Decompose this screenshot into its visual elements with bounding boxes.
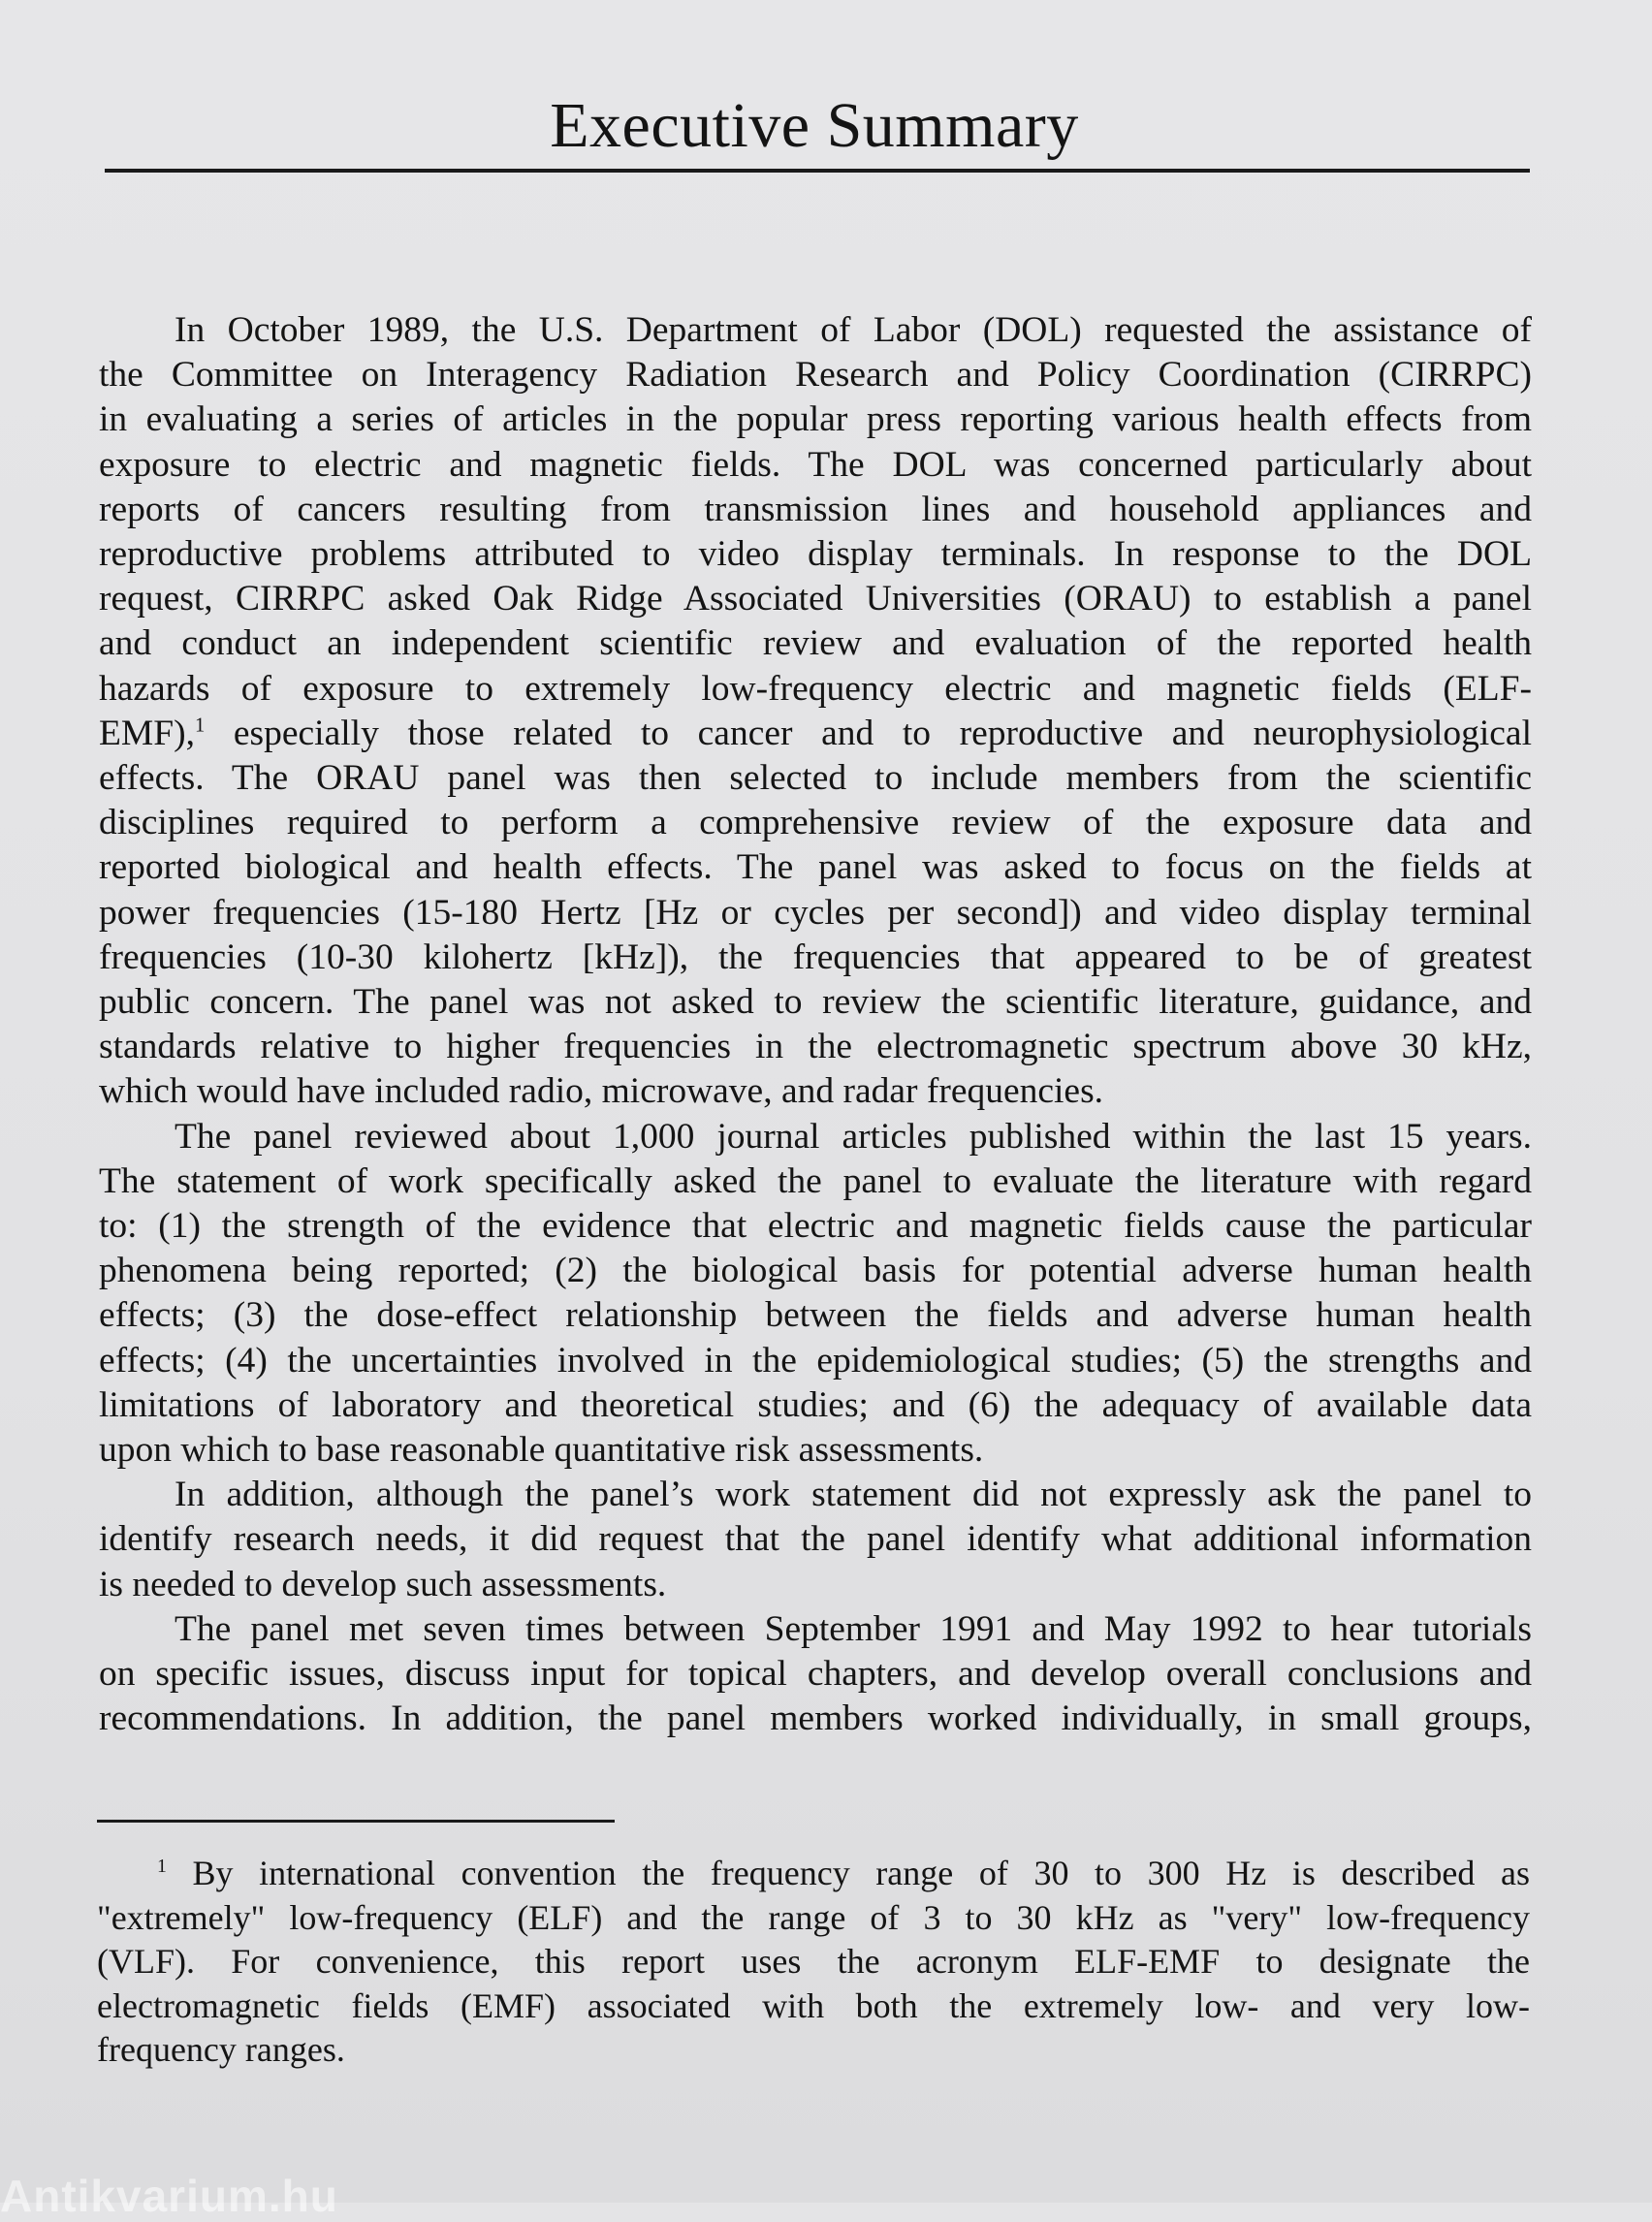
footnote-line: frequency ranges. bbox=[97, 2030, 345, 2069]
body-line: disciplines required to perform a comprehensive review of the exposure data and bbox=[99, 803, 1532, 843]
body-line: upon which to base reasonable quantitative risk assessments. bbox=[99, 1430, 984, 1471]
body-line-rest: especially those related to cancer and to reproductive and neurophysiological bbox=[205, 713, 1532, 753]
body-line: limitations of laboratory and theoretical studies; and (6) the adequacy of available data bbox=[99, 1384, 1532, 1425]
body-line: reports of cancers resulting from transmission lines and household appliances and bbox=[99, 489, 1532, 529]
title-rule bbox=[105, 169, 1530, 173]
body-line: effects; (4) the uncertainties involved in the epidemiological studies; (5) the strengths and bbox=[99, 1340, 1532, 1381]
body-line: request, CIRRPC asked Oak Ridge Associated Universities (ORAU) to establish a panel bbox=[99, 579, 1532, 619]
body-line: on specific issues, discuss input for topical chapters, and develop overall conclusions and bbox=[99, 1654, 1532, 1695]
footnote-line: "extremely" low-frequency (ELF) and the range of 3 to 30 kHz as "very" low-frequency bbox=[97, 1897, 1530, 1937]
body-line: the Committee on Interagency Radiation Research and Policy Coordination (CIRRPC) bbox=[99, 355, 1532, 396]
footnote-rule bbox=[97, 1820, 615, 1823]
body-line: phenomena being reported; (2) the biological basis for potential adverse human health bbox=[99, 1251, 1532, 1291]
body-line: power frequencies (15-180 Hertz [Hz or cycles per second]) and video display terminal bbox=[99, 892, 1532, 933]
body-line: effects. The ORAU panel was then selected to include members from the scientific bbox=[99, 758, 1532, 799]
body-line: to: (1) the strength of the evidence that electric and magnetic fields cause the particular bbox=[99, 1206, 1532, 1247]
footnote-marker: 1 bbox=[157, 1856, 167, 1877]
body-line: hazards of exposure to extremely low-frequency electric and magnetic fields (ELF- bbox=[99, 668, 1532, 709]
body-line: which would have included radio, microwave, and radar frequencies. bbox=[99, 1071, 1104, 1112]
page-title: Executive Summary bbox=[550, 90, 1079, 161]
body-line: The statement of work specifically asked the panel to evaluate the literature with regard bbox=[99, 1160, 1532, 1201]
footnote-line: electromagnetic fields (EMF) associated with both the extremely low- and very low- bbox=[97, 1985, 1530, 2025]
body-line-start: EMF), bbox=[99, 713, 195, 753]
watermark: Antikvarium.hu bbox=[0, 2171, 338, 2221]
body-line: and conduct an independent scientific review and evaluation of the reported health bbox=[99, 623, 1532, 664]
body-line: The panel reviewed about 1,000 journal articles published within the last 15 years. bbox=[175, 1116, 1532, 1157]
footnote-line: (VLF). For convenience, this report uses the acronym ELF-EMF to designate the bbox=[97, 1942, 1530, 1981]
body-line: public concern. The panel was not asked to review the scientific literature, guidance, and bbox=[99, 982, 1532, 1023]
body-line: In addition, although the panel’s work statement did not expressly ask the panel to bbox=[175, 1475, 1532, 1515]
body-line: effects; (3) the dose-effect relationship between the fields and adverse human health bbox=[99, 1295, 1532, 1336]
footnote-line-text: By international convention the frequency range of 30 to 300 Hz is described as bbox=[166, 1854, 1530, 1892]
footnote-reference: 1 bbox=[194, 714, 206, 737]
body-line: is needed to develop such assessments. bbox=[99, 1564, 667, 1604]
footnote bbox=[97, 1852, 1530, 2073]
body-line: In October 1989, the U.S. Department of Labor (DOL) requested the assistance of bbox=[175, 310, 1532, 350]
body-line: reported biological and health effects. The panel was asked to focus on the fields at bbox=[99, 847, 1532, 888]
body-line: standards relative to higher frequencies in the electromagnetic spectrum above 30 kHz, bbox=[99, 1027, 1532, 1067]
body-text bbox=[99, 308, 1532, 1742]
body-line: exposure to electric and magnetic fields. The DOL was concerned particularly about bbox=[99, 444, 1532, 485]
body-line-with-footnote-ref bbox=[99, 712, 1532, 756]
body-line: The panel met seven times between September 1991 and May 1992 to hear tutorials bbox=[175, 1608, 1532, 1649]
body-line: recommendations. In addition, the panel members worked individually, in small groups, bbox=[99, 1698, 1532, 1739]
body-line: frequencies (10-30 kilohertz [kHz]), the frequencies that appeared to be of greatest bbox=[99, 936, 1532, 977]
body-line: identify research needs, it did request that the panel identify what additional information bbox=[99, 1519, 1532, 1560]
footnote-line bbox=[97, 1852, 1530, 1896]
body-line: reproductive problems attributed to video display terminals. In response to the DOL bbox=[99, 534, 1532, 575]
body-line: in evaluating a series of articles in the popular press reporting various health effects from bbox=[99, 399, 1532, 440]
